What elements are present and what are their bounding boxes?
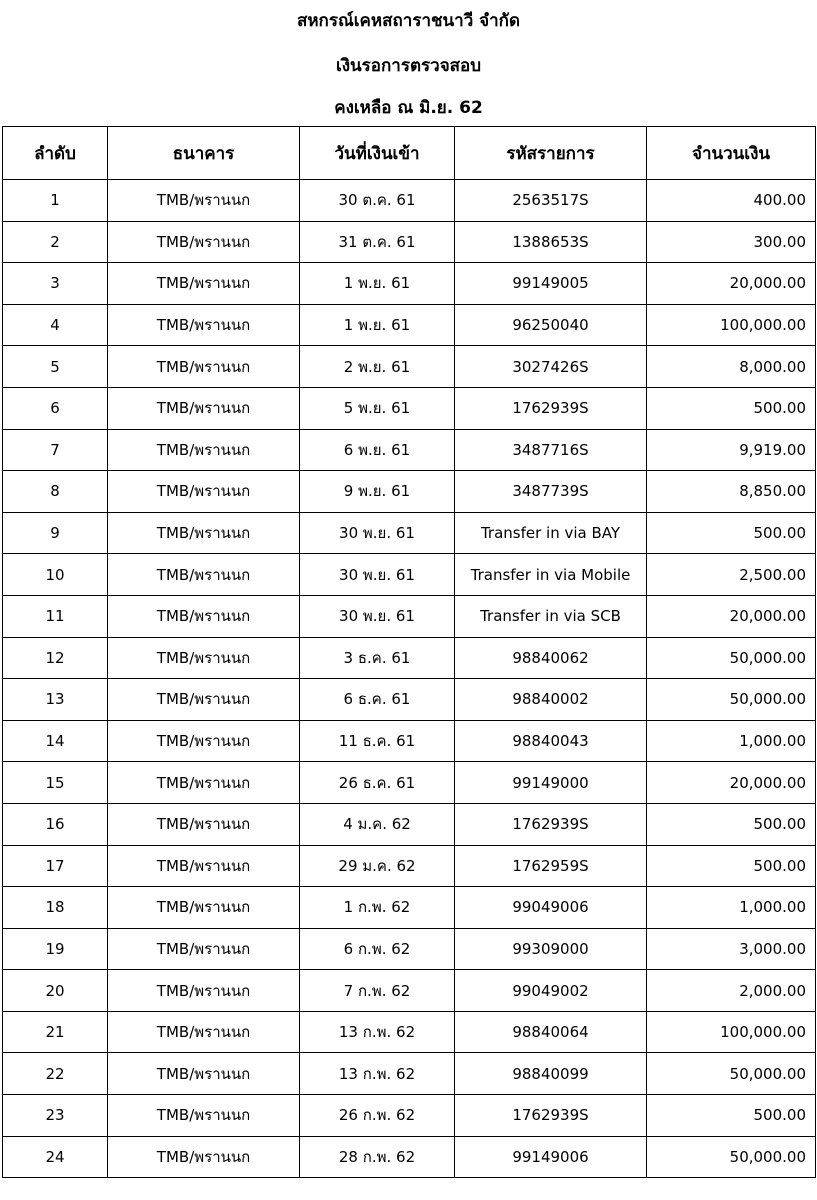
cell-bank: TMB/พรานนก [108, 887, 300, 929]
cell-transaction-code: 98840064 [455, 1011, 647, 1053]
cell-amount: 300.00 [647, 221, 816, 263]
cell-bank: TMB/พรานนก [108, 221, 300, 263]
cell-amount: 3,000.00 [647, 928, 816, 970]
cell-sequence: 20 [3, 970, 108, 1012]
cell-sequence: 19 [3, 928, 108, 970]
cell-deposit-date: 30 ต.ค. 61 [300, 180, 455, 222]
cell-transaction-code: 1762939S [455, 387, 647, 429]
cell-deposit-date: 1 พ.ย. 61 [300, 304, 455, 346]
cell-deposit-date: 26 ก.พ. 62 [300, 1095, 455, 1137]
cell-transaction-code: 99149005 [455, 263, 647, 305]
document-subtitle: เงินรอการตรวจสอบ [335, 56, 482, 76]
cell-sequence: 7 [3, 429, 108, 471]
table-row [3, 1136, 816, 1178]
cell-transaction-code: 2563517S [455, 180, 647, 222]
cell-sequence: 3 [3, 263, 108, 305]
cell-sequence: 10 [3, 554, 108, 596]
cell-transaction-code: 99309000 [455, 928, 647, 970]
cell-transaction-code: 98840099 [455, 1053, 647, 1095]
cell-amount: 100,000.00 [647, 304, 816, 346]
table-row [3, 762, 816, 804]
cell-sequence: 1 [3, 180, 108, 222]
cell-sequence: 8 [3, 471, 108, 513]
cell-sequence: 12 [3, 637, 108, 679]
header-amount: จำนวนเงิน [647, 127, 816, 180]
cell-deposit-date: 30 พ.ย. 61 [300, 595, 455, 637]
cell-transaction-code: 3487716S [455, 429, 647, 471]
cell-amount: 50,000.00 [647, 637, 816, 679]
table-row [3, 221, 816, 263]
cell-sequence: 24 [3, 1136, 108, 1178]
cell-sequence: 11 [3, 595, 108, 637]
cell-amount: 20,000.00 [647, 762, 816, 804]
cell-transaction-code: 3487739S [455, 471, 647, 513]
cell-bank: TMB/พรานนก [108, 263, 300, 305]
cell-amount: 9,919.00 [647, 429, 816, 471]
header-bank: ธนาคาร [108, 127, 300, 180]
cell-transaction-code: 1762939S [455, 803, 647, 845]
table-row [3, 887, 816, 929]
cell-amount: 8,850.00 [647, 471, 816, 513]
cell-amount: 500.00 [647, 387, 816, 429]
cell-sequence: 21 [3, 1011, 108, 1053]
cell-sequence: 9 [3, 512, 108, 554]
table-row [3, 928, 816, 970]
cell-deposit-date: 26 ธ.ค. 61 [300, 762, 455, 804]
table-row [3, 429, 816, 471]
cell-amount: 1,000.00 [647, 887, 816, 929]
cell-sequence: 14 [3, 720, 108, 762]
cell-bank: TMB/พรานนก [108, 1095, 300, 1137]
table-row [3, 595, 816, 637]
cell-amount: 8,000.00 [647, 346, 816, 388]
cell-transaction-code: 99049006 [455, 887, 647, 929]
cell-sequence: 4 [3, 304, 108, 346]
table-row [3, 637, 816, 679]
cell-amount: 500.00 [647, 803, 816, 845]
cell-transaction-code: 3027426S [455, 346, 647, 388]
cell-deposit-date: 28 ก.พ. 62 [300, 1136, 455, 1178]
cell-deposit-date: 30 พ.ย. 61 [300, 554, 455, 596]
cell-bank: TMB/พรานนก [108, 180, 300, 222]
cell-transaction-code: 1388653S [455, 221, 647, 263]
cell-deposit-date: 1 ก.พ. 62 [300, 887, 455, 929]
cell-transaction-code: 99149000 [455, 762, 647, 804]
cell-amount: 1,000.00 [647, 720, 816, 762]
cell-sequence: 22 [3, 1053, 108, 1095]
cell-amount: 2,500.00 [647, 554, 816, 596]
table-row [3, 304, 816, 346]
table-row [3, 554, 816, 596]
table-row [3, 845, 816, 887]
cell-amount: 20,000.00 [647, 595, 816, 637]
cell-bank: TMB/พรานนก [108, 554, 300, 596]
cell-transaction-code: 98840062 [455, 637, 647, 679]
cell-bank: TMB/พรานนก [108, 471, 300, 513]
document-period: คงเหลือ ณ มิ.ย. 62 [334, 98, 483, 118]
pending-funds-table [2, 126, 816, 1178]
cell-deposit-date: 11 ธ.ค. 61 [300, 720, 455, 762]
cell-amount: 50,000.00 [647, 679, 816, 721]
cell-sequence: 17 [3, 845, 108, 887]
cell-deposit-date: 4 ม.ค. 62 [300, 803, 455, 845]
cell-bank: TMB/พรานนก [108, 387, 300, 429]
cell-amount: 500.00 [647, 512, 816, 554]
cell-bank: TMB/พรานนก [108, 429, 300, 471]
cell-amount: 50,000.00 [647, 1136, 816, 1178]
table-row [3, 387, 816, 429]
cell-transaction-code: 98840002 [455, 679, 647, 721]
cell-amount: 400.00 [647, 180, 816, 222]
cell-sequence: 2 [3, 221, 108, 263]
cell-sequence: 23 [3, 1095, 108, 1137]
cell-amount: 20,000.00 [647, 263, 816, 305]
table-row [3, 803, 816, 845]
cell-deposit-date: 9 พ.ย. 61 [300, 471, 455, 513]
cell-transaction-code: 96250040 [455, 304, 647, 346]
cell-sequence: 15 [3, 762, 108, 804]
cell-bank: TMB/พรานนก [108, 637, 300, 679]
cell-amount: 100,000.00 [647, 1011, 816, 1053]
cell-bank: TMB/พรานนก [108, 1053, 300, 1095]
cell-deposit-date: 31 ต.ค. 61 [300, 221, 455, 263]
cell-sequence: 6 [3, 387, 108, 429]
table-row [3, 720, 816, 762]
cell-amount: 500.00 [647, 1095, 816, 1137]
cell-deposit-date: 13 ก.พ. 62 [300, 1011, 455, 1053]
cell-transaction-code: 99149006 [455, 1136, 647, 1178]
cell-bank: TMB/พรานนก [108, 1011, 300, 1053]
cell-deposit-date: 5 พ.ย. 61 [300, 387, 455, 429]
cell-deposit-date: 6 ธ.ค. 61 [300, 679, 455, 721]
cell-bank: TMB/พรานนก [108, 1136, 300, 1178]
header-sequence: ลำดับ [3, 127, 108, 180]
cell-transaction-code: Transfer in via BAY [455, 512, 647, 554]
cell-bank: TMB/พรานนก [108, 346, 300, 388]
cell-deposit-date: 29 ม.ค. 62 [300, 845, 455, 887]
table-row [3, 970, 816, 1012]
table-row [3, 180, 816, 222]
cell-bank: TMB/พรานนก [108, 512, 300, 554]
table-row [3, 263, 816, 305]
cell-deposit-date: 3 ธ.ค. 61 [300, 637, 455, 679]
cell-bank: TMB/พรานนก [108, 679, 300, 721]
cell-transaction-code: 98840043 [455, 720, 647, 762]
cell-bank: TMB/พรานนก [108, 762, 300, 804]
cell-deposit-date: 2 พ.ย. 61 [300, 346, 455, 388]
header-transaction-code: รหัสรายการ [455, 127, 647, 180]
cell-transaction-code: 1762959S [455, 845, 647, 887]
cell-sequence: 5 [3, 346, 108, 388]
table-row [3, 471, 816, 513]
table-header-row [3, 127, 816, 180]
cell-transaction-code: 99049002 [455, 970, 647, 1012]
table-row [3, 346, 816, 388]
cell-bank: TMB/พรานนก [108, 928, 300, 970]
cell-deposit-date: 1 พ.ย. 61 [300, 263, 455, 305]
cell-bank: TMB/พรานนก [108, 720, 300, 762]
cell-bank: TMB/พรานนก [108, 304, 300, 346]
cell-deposit-date: 7 ก.พ. 62 [300, 970, 455, 1012]
cell-bank: TMB/พรานนก [108, 970, 300, 1012]
cell-bank: TMB/พรานนก [108, 803, 300, 845]
cell-transaction-code: Transfer in via Mobile [455, 554, 647, 596]
cell-deposit-date: 30 พ.ย. 61 [300, 512, 455, 554]
cell-transaction-code: Transfer in via SCB [455, 595, 647, 637]
table-row [3, 1053, 816, 1095]
cell-sequence: 16 [3, 803, 108, 845]
cell-amount: 2,000.00 [647, 970, 816, 1012]
cell-transaction-code: 1762939S [455, 1095, 647, 1137]
table-row [3, 1095, 816, 1137]
document-title: สหกรณ์เคหสถาราชนาวี จำกัด [296, 11, 521, 31]
cell-deposit-date: 13 ก.พ. 62 [300, 1053, 455, 1095]
cell-amount: 500.00 [647, 845, 816, 887]
cell-sequence: 18 [3, 887, 108, 929]
table-row [3, 679, 816, 721]
cell-deposit-date: 6 พ.ย. 61 [300, 429, 455, 471]
cell-deposit-date: 6 ก.พ. 62 [300, 928, 455, 970]
table-body [3, 180, 816, 1178]
cell-bank: TMB/พรานนก [108, 595, 300, 637]
table-row [3, 512, 816, 554]
cell-amount: 50,000.00 [647, 1053, 816, 1095]
cell-sequence: 13 [3, 679, 108, 721]
cell-bank: TMB/พรานนก [108, 845, 300, 887]
table-row [3, 1011, 816, 1053]
header-deposit-date: วันที่เงินเข้า [300, 127, 455, 180]
